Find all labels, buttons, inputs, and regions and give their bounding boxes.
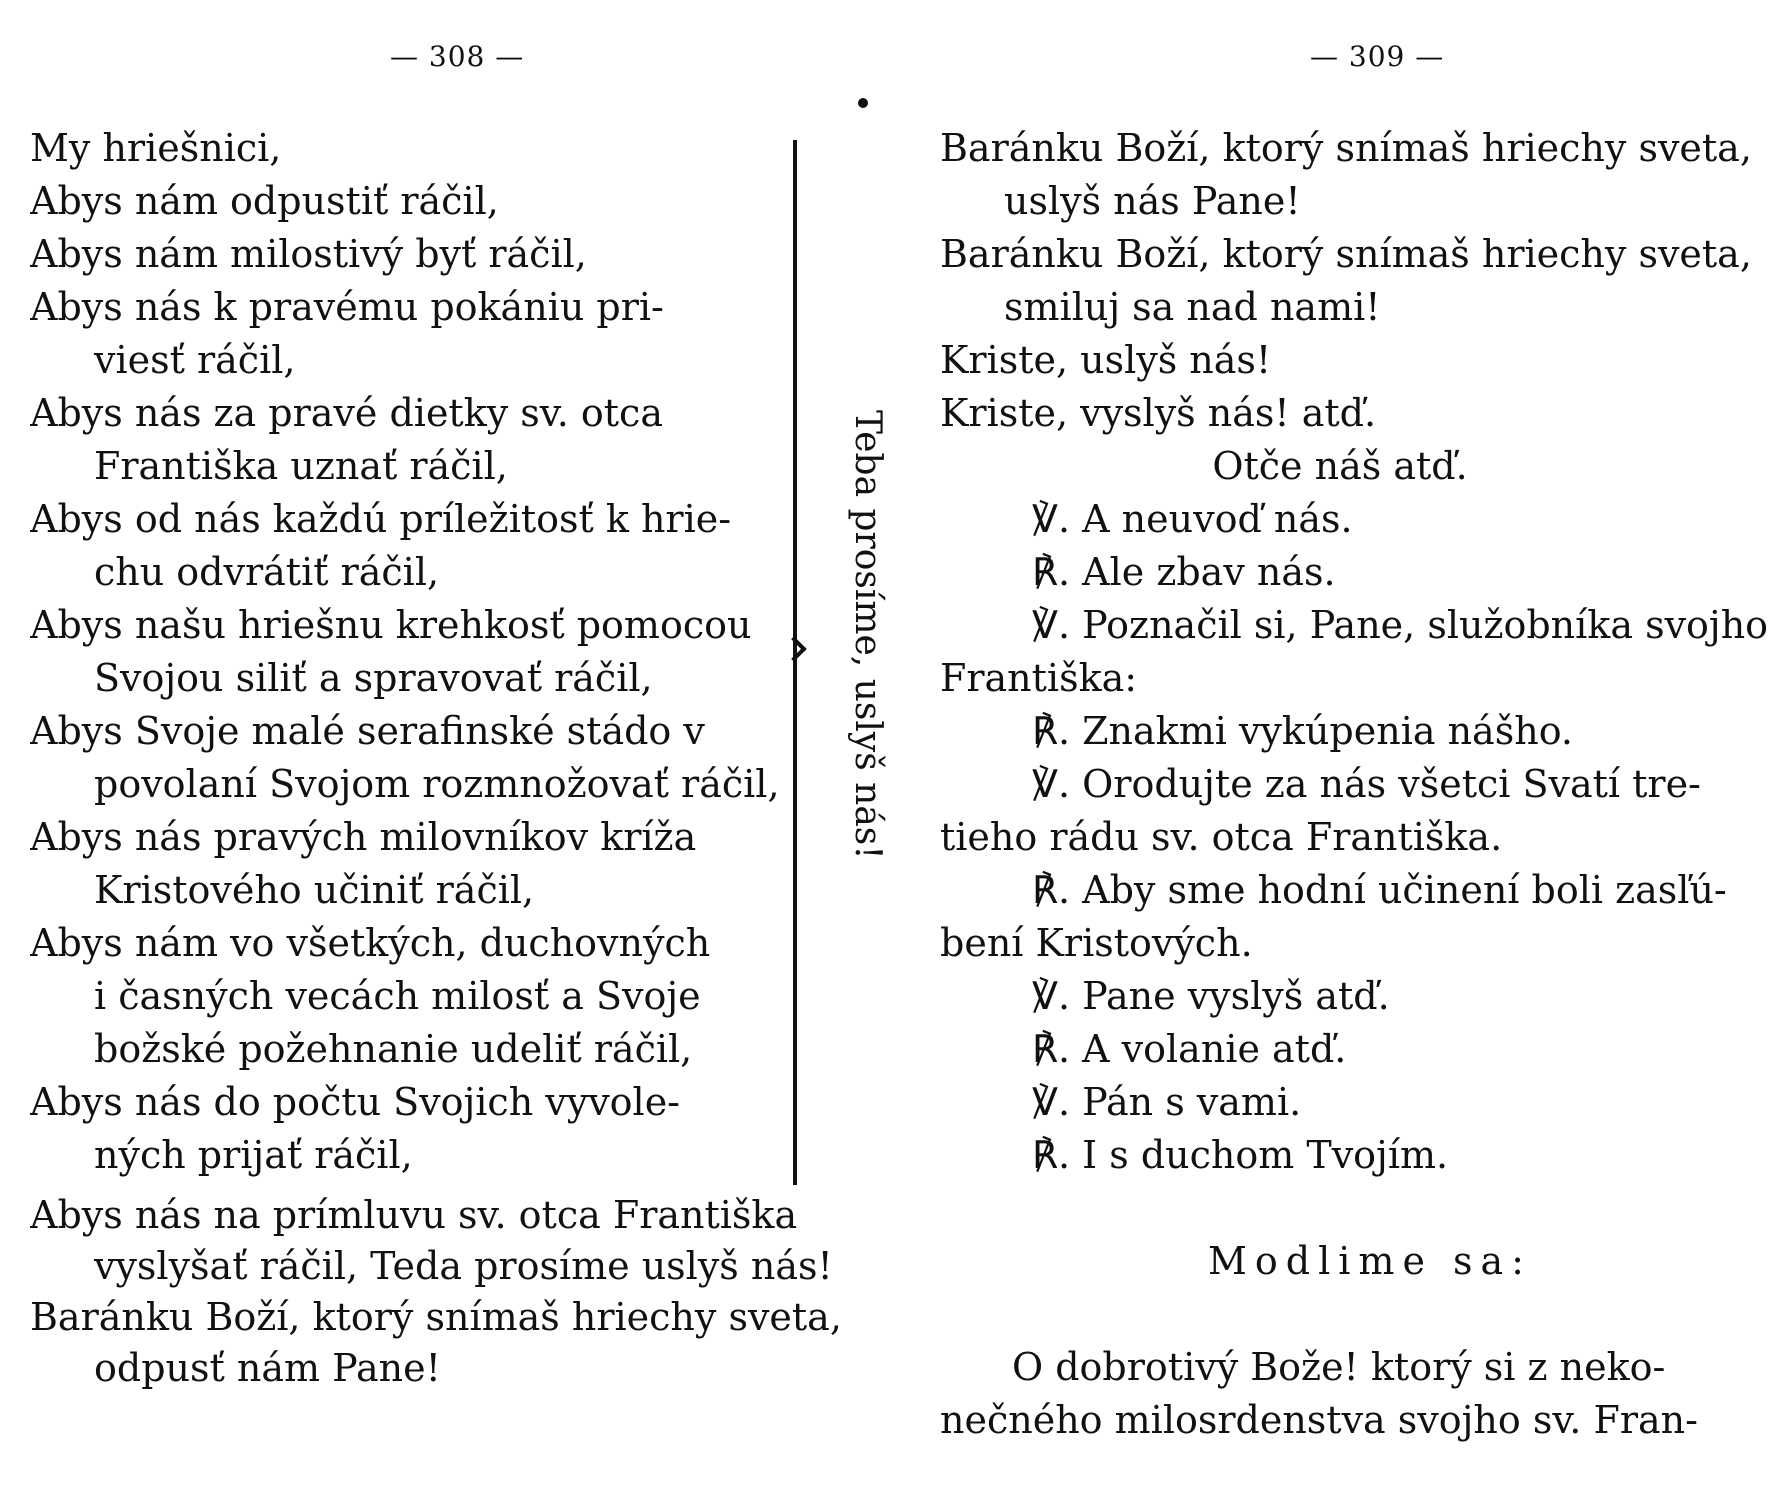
versicle-line: ℣. Orodujte za nás všetci Svatí tre- bbox=[1032, 762, 1701, 806]
litany-line: Abys našu hriešnu krehkosť pomocou bbox=[30, 603, 752, 647]
prayer-line: nečného milosrdenstva svojho sv. Fran- bbox=[940, 1398, 1698, 1442]
text-line: bení Kristových. bbox=[940, 921, 1253, 965]
versicle-line: ℣. Poznačil si, Pane, služobníka svojho bbox=[1032, 603, 1769, 647]
text-line: smiluj sa nad nami! bbox=[1004, 285, 1381, 329]
closing-line: Baránku Boží, ktorý snímaš hriechy sveta, bbox=[30, 1295, 842, 1339]
prayer-heading: Modlime sa: bbox=[1208, 1239, 1532, 1283]
litany-line: viesť ráčil, bbox=[94, 338, 296, 382]
closing-invocations bbox=[30, 1190, 870, 1394]
left-page bbox=[0, 0, 888, 1500]
response-line: ℟. A volanie atď. bbox=[1032, 1027, 1347, 1071]
grouping-brace bbox=[793, 140, 797, 1185]
litany-line: povolaní Svojom rozmnožovať ráčil, bbox=[94, 762, 780, 806]
litany-line: Svojou siliť a spravovať ráčil, bbox=[94, 656, 653, 700]
litany-line: Františka uznať ráčil, bbox=[94, 444, 508, 488]
litany-line: Abys nás k pravému pokániu pri- bbox=[30, 285, 664, 329]
litany-line: Abys od nás každú príležitosť k hrie- bbox=[30, 497, 732, 541]
litany-line: Abys nám odpustiť ráčil, bbox=[30, 179, 499, 223]
prayer-line: O dobrotivý Bože! ktorý si z neko- bbox=[1012, 1345, 1666, 1389]
text-line: Kriste, uslyš nás! bbox=[940, 338, 1272, 382]
litany-line: Kristového učiniť ráčil, bbox=[94, 868, 535, 912]
versicle-line: ℣. Pán s vami. bbox=[1032, 1080, 1302, 1124]
text-line: Otče náš atď. bbox=[1212, 444, 1468, 488]
page-number-left: — 308 — bbox=[390, 40, 525, 73]
response-line: ℟. Znakmi vykúpenia nášho. bbox=[1032, 709, 1573, 753]
spacer bbox=[940, 1182, 1780, 1235]
litany-line: Abys Svoje malé serafinské stádo v bbox=[30, 709, 705, 753]
text-line: Baránku Boží, ktorý snímaš hriechy sveta, bbox=[940, 232, 1752, 276]
litany-line: My hriešnici, bbox=[30, 126, 282, 170]
litany-line: i časných vecách milosť a Svoje bbox=[94, 974, 701, 1018]
right-page bbox=[900, 0, 1788, 1500]
litany-line: chu odvrátiť ráčil, bbox=[94, 550, 440, 594]
text-line: Františka: bbox=[940, 656, 1138, 700]
litany-line: božské požehnanie udeliť ráčil, bbox=[94, 1027, 693, 1071]
text-line: Baránku Boží, ktorý snímaš hriechy sveta, bbox=[940, 126, 1752, 170]
text-line: tieho rádu sv. otca Františka. bbox=[940, 815, 1503, 859]
page-number-right: — 309 — bbox=[1310, 40, 1445, 73]
response-line: ℟. I s duchom Tvojím. bbox=[1032, 1133, 1449, 1177]
versicle-line: ℣. Pane vyslyš atď. bbox=[1032, 974, 1390, 1018]
litany-line: Abys nám vo všetkých, duchovných bbox=[30, 921, 711, 965]
litany-line: Abys nám milostivý byť ráčil, bbox=[30, 232, 587, 276]
litany-line: Abys nás do počtu Svojich vyvole- bbox=[30, 1080, 681, 1124]
versicles-and-responses bbox=[940, 122, 1780, 1447]
closing-line: Abys nás na prímluvu sv. otca Františka bbox=[30, 1193, 798, 1237]
response-line: ℟. Aby sme hodní učinení boli zasľú- bbox=[1032, 868, 1727, 912]
text-line: uslyš nás Pane! bbox=[1004, 179, 1301, 223]
closing-line: odpusť nám Pane! bbox=[94, 1346, 441, 1390]
response-line: ℟. Ale zbav nás. bbox=[1032, 550, 1336, 594]
litany-line: ných prijať ráčil, bbox=[94, 1133, 413, 1177]
litany-line: Abys nás za pravé dietky sv. otca bbox=[30, 391, 663, 435]
litany-invocations bbox=[30, 122, 850, 1182]
closing-line: vyslyšať ráčil, Teda prosíme uslyš nás! bbox=[94, 1244, 833, 1288]
text-line: Kriste, vyslyš nás! atď. bbox=[940, 391, 1377, 435]
refrain-vertical: Teba prosíme, uslyš nás! bbox=[847, 410, 888, 860]
spacer bbox=[940, 1288, 1780, 1341]
litany-line: Abys nás pravých milovníkov kríža bbox=[30, 815, 697, 859]
ornament-dot bbox=[858, 98, 868, 108]
versicle-line: ℣. A neuvoď nás. bbox=[1032, 497, 1353, 541]
